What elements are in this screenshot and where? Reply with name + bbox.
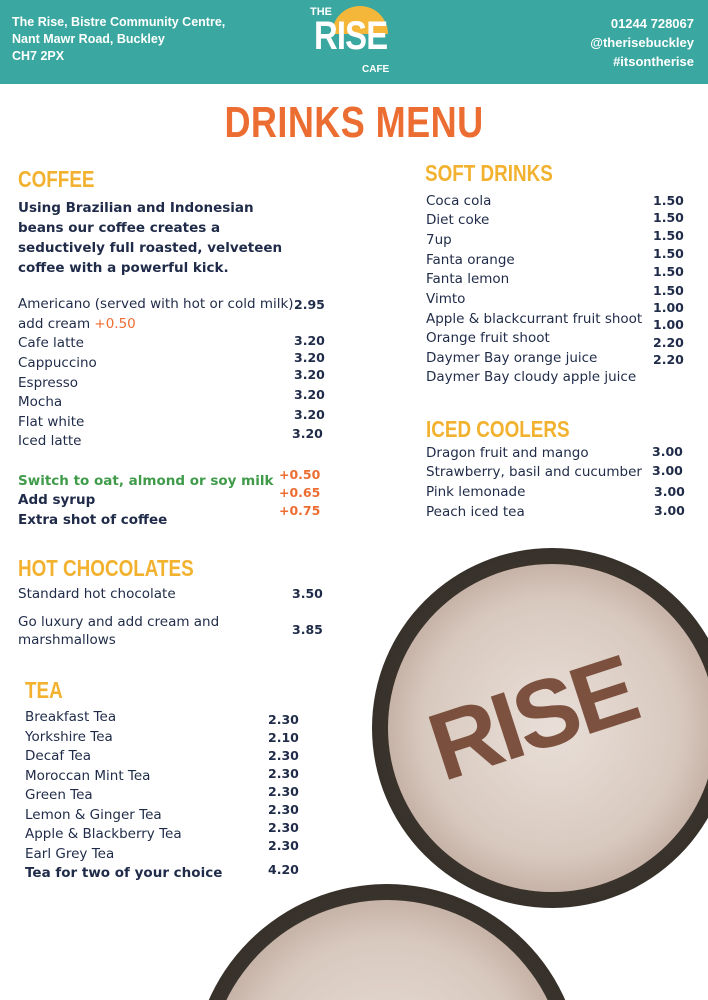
menu-item-price: 3.20 bbox=[294, 387, 325, 402]
menu-item-name: Tea for two of your choice bbox=[25, 865, 223, 881]
menu-item-name: Cafe latte bbox=[18, 335, 84, 351]
logo-the-text: THE bbox=[310, 6, 332, 18]
menu-item-price: 2.30 bbox=[268, 820, 299, 835]
latte-foam bbox=[388, 564, 708, 892]
menu-item-price: 1.50 bbox=[653, 210, 684, 225]
hot-chocolates-heading: HOT CHOCOLATES bbox=[18, 555, 194, 581]
cafe-address bbox=[12, 14, 225, 65]
menu-item-price: 2.30 bbox=[268, 712, 299, 727]
menu-item-name-cont: marshmallows bbox=[18, 632, 116, 648]
menu-item-price: 3.00 bbox=[654, 503, 685, 518]
menu-item-name: Vimto bbox=[426, 291, 466, 307]
menu-item-name: Espresso bbox=[18, 375, 79, 391]
menu-item-name: Pink lemonade bbox=[426, 484, 526, 500]
menu-item-name: Standard hot chocolate bbox=[18, 586, 176, 602]
menu-item-name: Strawberry, basil and cucumber bbox=[426, 464, 642, 480]
address-line: Nant Mawr Road, Buckley bbox=[12, 32, 165, 46]
menu-item-name: 7up bbox=[426, 232, 452, 248]
menu-item-name: Flat white bbox=[18, 414, 85, 430]
menu-item-name: Coca cola bbox=[426, 193, 492, 209]
extra-shot-option: Extra shot of coffee bbox=[18, 512, 168, 528]
iced-coolers-heading: ICED COOLERS bbox=[426, 416, 570, 442]
menu-item-price: 2.30 bbox=[268, 784, 299, 799]
menu-item-name: Peach iced tea bbox=[426, 504, 525, 520]
logo-cafe-text: CAFE bbox=[362, 64, 390, 75]
menu-item-name: Apple & blackcurrant fruit shoot bbox=[426, 311, 643, 327]
menu-item-name: Daymer Bay cloudy apple juice bbox=[426, 369, 637, 385]
menu-item-name: Fanta orange bbox=[426, 252, 515, 268]
latte-foam-2 bbox=[208, 900, 566, 1000]
coffee-heading: COFFEE bbox=[18, 166, 95, 192]
menu-item-price: 1.00 bbox=[653, 317, 684, 332]
menu-item-price: 2.95 bbox=[294, 297, 325, 312]
menu-item-name: Go luxury and add cream and bbox=[18, 614, 220, 630]
coffee-cup-photo bbox=[372, 548, 708, 908]
menu-item-price: 1.50 bbox=[653, 283, 684, 298]
address-line: The Rise, Bistre Community Centre, bbox=[12, 15, 226, 29]
syrup-option: Add syrup bbox=[18, 492, 96, 508]
coffee-intro: Using Brazilian and Indonesian beans our coffee creates a seductively full roasted, velveteen coffee with a powerful kick. bbox=[18, 200, 283, 276]
add-cream-price: +0.50 bbox=[94, 316, 136, 332]
menu-item-price: 1.50 bbox=[653, 264, 684, 279]
menu-item-price: 4.20 bbox=[268, 862, 299, 877]
menu-item-price: 3.20 bbox=[294, 407, 325, 422]
menu-item-name: Green Tea bbox=[25, 787, 93, 803]
menu-item-price: 3.00 bbox=[652, 463, 683, 478]
header-bar bbox=[0, 0, 708, 84]
contact-info bbox=[590, 14, 694, 71]
menu-item-name: Yorkshire Tea bbox=[25, 729, 113, 745]
menu-item-price: 3.20 bbox=[294, 333, 325, 348]
menu-item-price: 2.30 bbox=[268, 748, 299, 763]
cocoa-stencil: RISE bbox=[416, 635, 648, 802]
menu-title: DRINKS MENU bbox=[224, 98, 484, 147]
milk-option-price: +0.50 bbox=[279, 467, 321, 482]
menu-item-name: Americano (served with hot or cold milk) bbox=[18, 296, 294, 312]
menu-item-price: 2.20 bbox=[653, 335, 684, 350]
menu-item-price: 3.20 bbox=[294, 367, 325, 382]
menu-item-name: Cappuccino bbox=[18, 355, 97, 371]
menu-item-name: Moroccan Mint Tea bbox=[25, 768, 151, 784]
menu-item-price: 1.50 bbox=[653, 193, 684, 208]
menu-item-name: Lemon & Ginger Tea bbox=[25, 807, 162, 823]
menu-item-price: 1.50 bbox=[653, 228, 684, 243]
menu-item-name: Diet coke bbox=[426, 212, 490, 228]
menu-item-name: Fanta lemon bbox=[426, 271, 510, 287]
menu-item-name: Dragon fruit and mango bbox=[426, 445, 589, 461]
soft-drinks-heading: SOFT DRINKS bbox=[425, 160, 553, 186]
menu-item-price: 1.00 bbox=[653, 300, 684, 315]
tea-heading: TEA bbox=[25, 677, 63, 703]
address-line: CH7 2PX bbox=[12, 49, 65, 63]
extra-shot-price: +0.75 bbox=[279, 503, 321, 518]
menu-item-price: 2.30 bbox=[268, 766, 299, 781]
menu-item-name: Daymer Bay orange juice bbox=[426, 350, 598, 366]
menu-item-price: 2.30 bbox=[268, 838, 299, 853]
menu-item-name: Earl Grey Tea bbox=[25, 846, 115, 862]
syrup-option-price: +0.65 bbox=[279, 485, 321, 500]
menu-item-name: Apple & Blackberry Tea bbox=[25, 826, 182, 842]
logo-rise-text: RISE bbox=[314, 14, 388, 58]
add-cream-line bbox=[18, 316, 136, 332]
menu-item-price: 3.00 bbox=[654, 484, 685, 499]
menu-item-price: 3.00 bbox=[652, 444, 683, 459]
menu-item-price: 1.50 bbox=[653, 246, 684, 261]
menu-item-name: Orange fruit shoot bbox=[426, 330, 550, 346]
menu-item-name: Mocha bbox=[18, 394, 63, 410]
menu-item-name: Iced latte bbox=[18, 433, 82, 449]
menu-item-price: 2.20 bbox=[653, 352, 684, 367]
menu-item-name: Decaf Tea bbox=[25, 748, 91, 764]
menu-item-price: 3.50 bbox=[292, 586, 323, 601]
menu-item-price: 3.20 bbox=[294, 350, 325, 365]
menu-item-name: Breakfast Tea bbox=[25, 709, 117, 725]
menu-item-price: 3.20 bbox=[292, 426, 323, 441]
rise-cafe-logo bbox=[306, 2, 402, 82]
milk-option: Switch to oat, almond or soy milk bbox=[18, 473, 274, 489]
hashtag: #itsontherise bbox=[613, 54, 694, 69]
add-cream-label: add cream bbox=[18, 316, 91, 332]
social-handle: @therisebuckley bbox=[590, 35, 694, 50]
menu-item-price: 2.30 bbox=[268, 802, 299, 817]
menu-item-price: 3.85 bbox=[292, 622, 323, 637]
menu-item-price: 2.10 bbox=[268, 730, 299, 745]
phone-number: 01244 728067 bbox=[610, 16, 694, 31]
